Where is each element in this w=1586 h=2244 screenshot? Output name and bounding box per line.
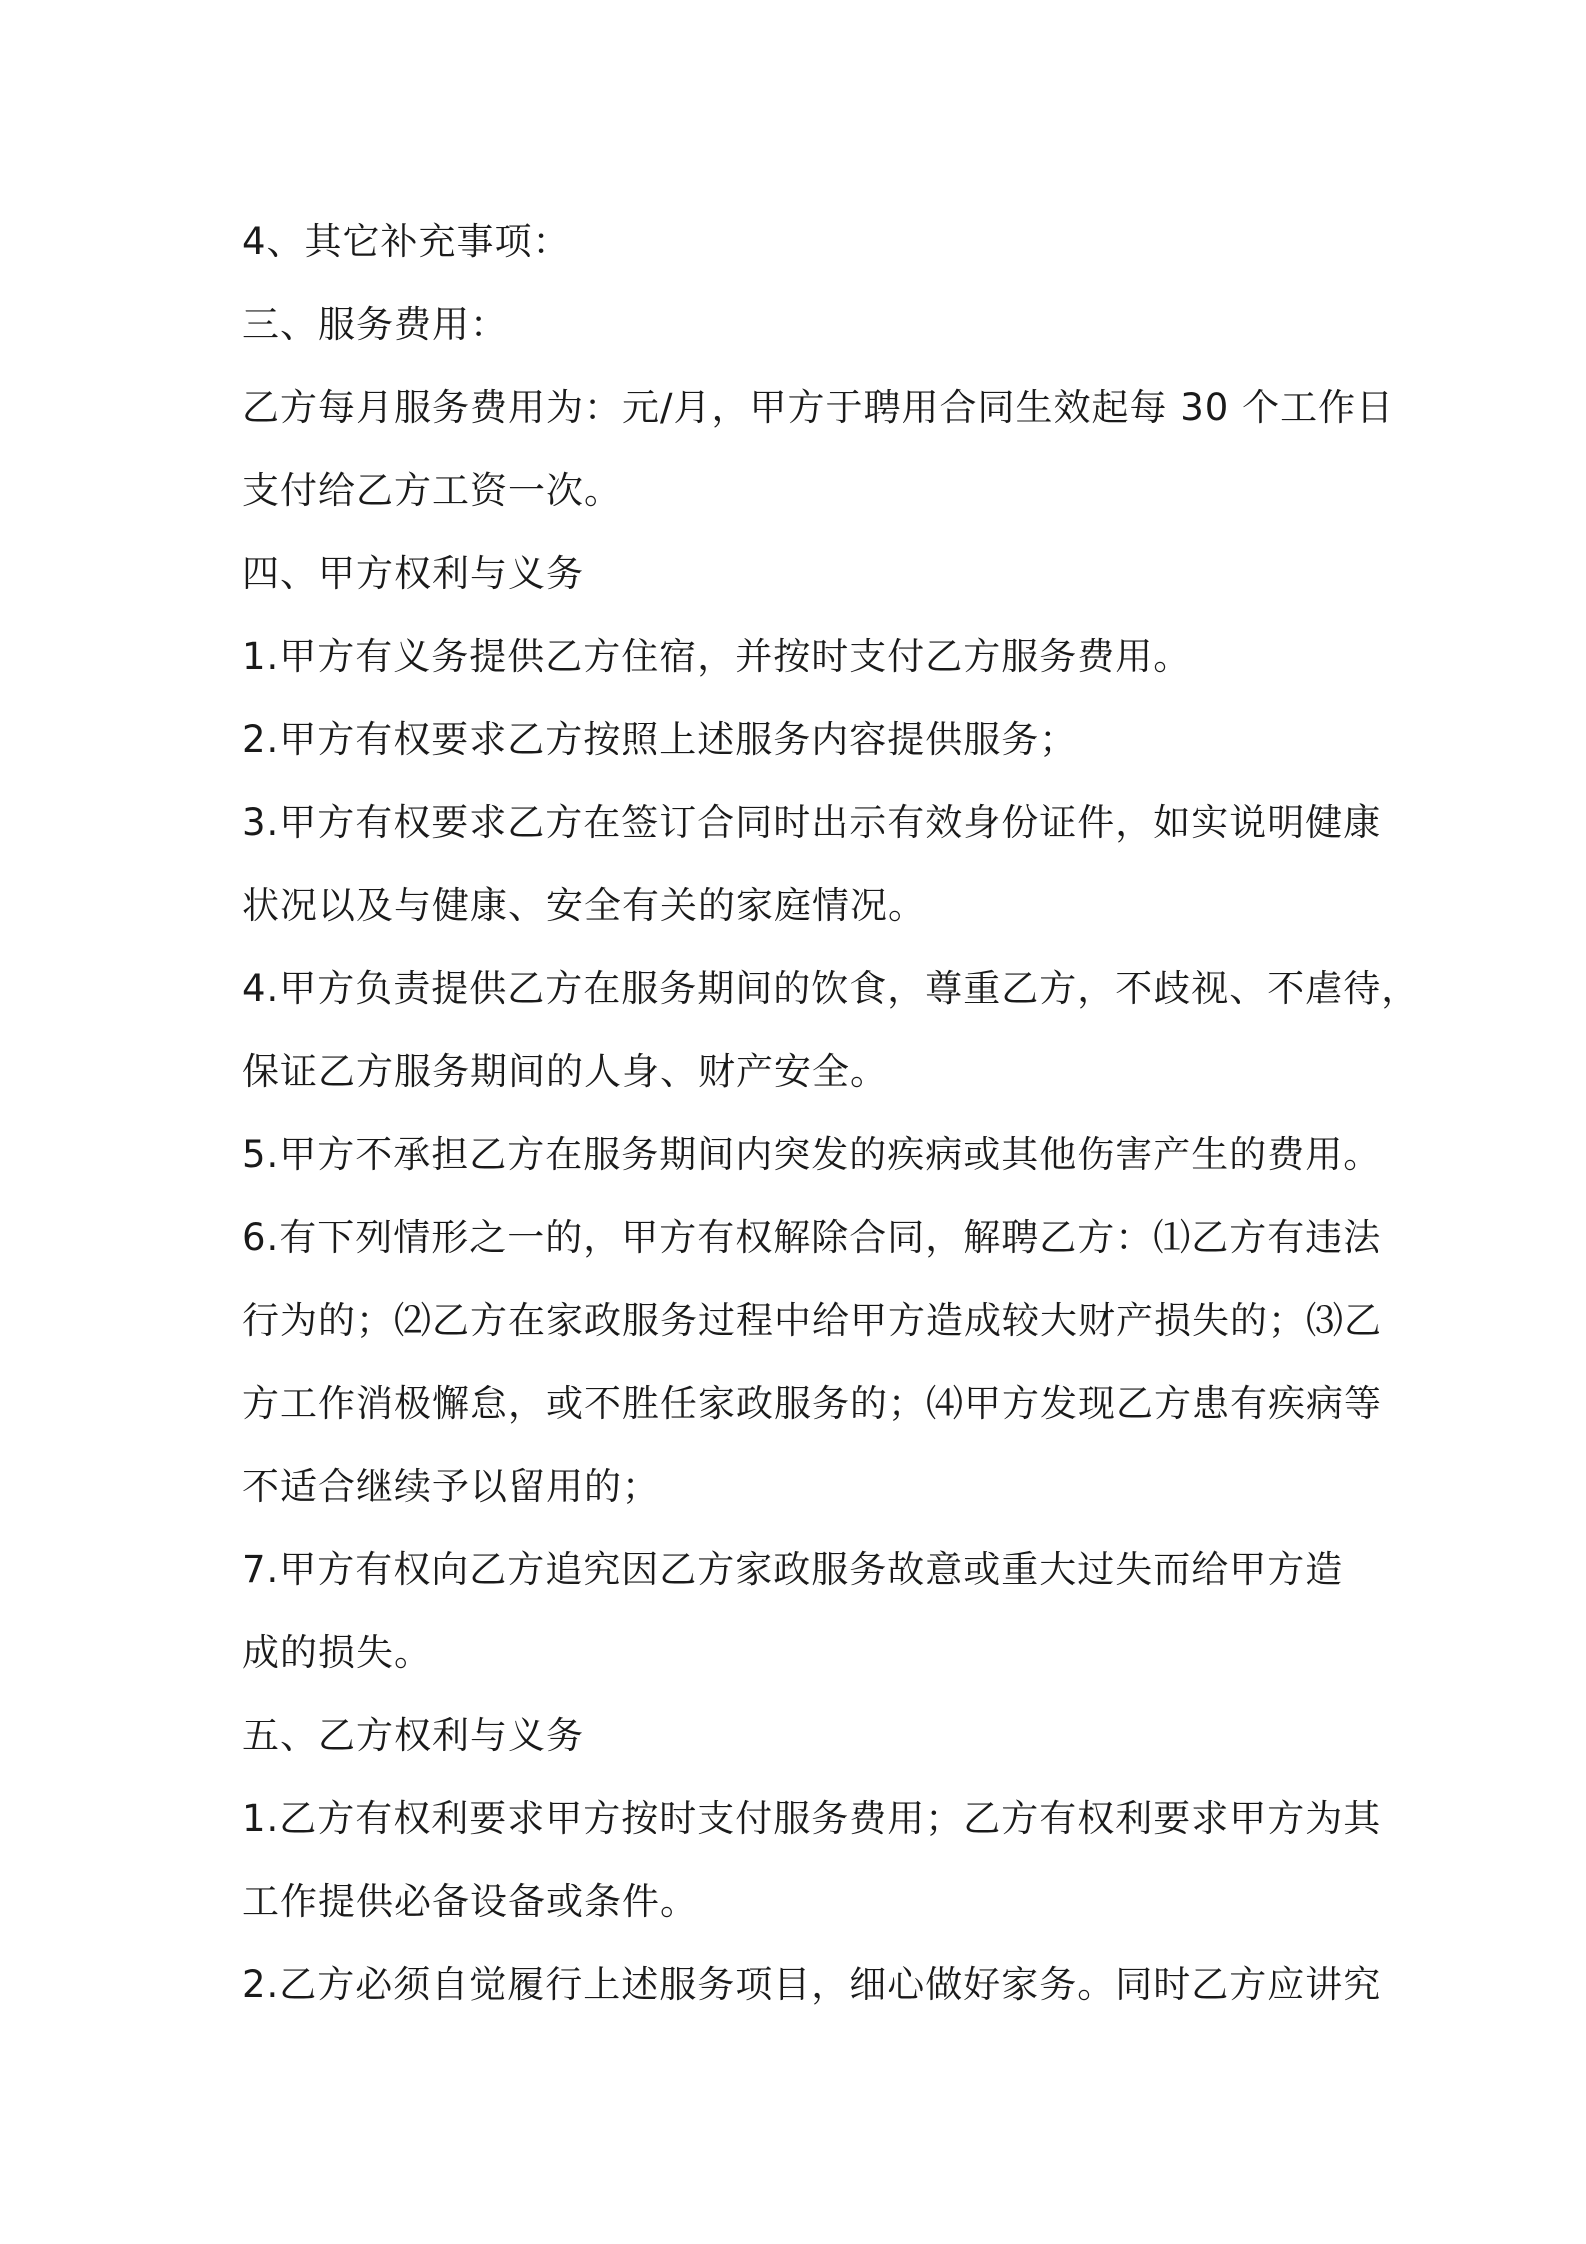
text-line: 5.甲方不承担乙方在服务期间内突发的疾病或其他伤害产生的费用。: [242, 1133, 1382, 1176]
text-line: 乙方每月服务费用为：元/月，甲方于聘用合同生效起每 30 个工作日: [242, 386, 1395, 429]
text-line: 行为的；⑵乙方在家政服务过程中给甲方造成较大财产损失的；⑶乙: [242, 1299, 1382, 1342]
section-heading: 三、服务费用：: [242, 303, 508, 346]
text-line: 方工作消极懈怠，或不胜任家政服务的；⑷甲方发现乙方患有疾病等: [242, 1382, 1382, 1425]
text-line: 4.甲方负责提供乙方在服务期间的饮食，尊重乙方，不歧视、不虐待，: [242, 967, 1420, 1010]
text-line: 1.乙方有权利要求甲方按时支付服务费用；乙方有权利要求甲方为其: [242, 1797, 1382, 1840]
text-line: 1.甲方有义务提供乙方住宿，并按时支付乙方服务费用。: [242, 635, 1192, 678]
text-line: 状况以及与健康、安全有关的家庭情况。: [242, 884, 926, 927]
text-line: 7.甲方有权向乙方追究因乙方家政服务故意或重大过失而给甲方造: [242, 1548, 1344, 1591]
text-line: 成的损失。: [242, 1631, 432, 1674]
section-heading: 四、甲方权利与义务: [242, 552, 584, 595]
text-line: 2.乙方必须自觉履行上述服务项目，细心做好家务。同时乙方应讲究: [242, 1963, 1382, 2006]
document-body: [242, 200, 1420, 2026]
text-line: 4、其它补充事项：: [242, 220, 571, 263]
text-line: 支付给乙方工资一次。: [242, 469, 622, 512]
text-line: 保证乙方服务期间的人身、财产安全。: [242, 1050, 888, 1093]
section-heading: 五、乙方权利与义务: [242, 1714, 584, 1757]
text-line: 6.有下列情形之一的，甲方有权解除合同，解聘乙方：⑴乙方有违法: [242, 1216, 1382, 1259]
text-line: 工作提供必备设备或条件。: [242, 1880, 698, 1923]
text-line: 3.甲方有权要求乙方在签订合同时出示有效身份证件，如实说明健康: [242, 801, 1382, 844]
text-line: 不适合继续予以留用的；: [242, 1465, 660, 1508]
text-line: 2.甲方有权要求乙方按照上述服务内容提供服务；: [242, 718, 1078, 761]
